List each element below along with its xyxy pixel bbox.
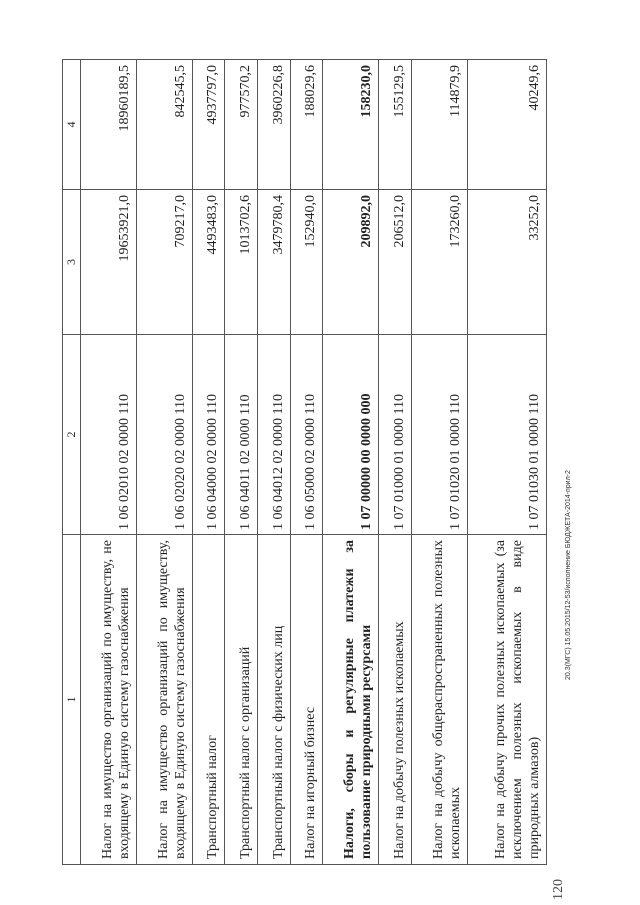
row-name: Налог на имущество организаций по имуществу, не входящему в Единую систему газоснабжения xyxy=(81,535,137,865)
column-header-1: 1 xyxy=(63,535,81,865)
row-name: Налог на игорный бизнес xyxy=(290,535,323,865)
row-code: 1 07 01030 01 0000 110 xyxy=(467,335,546,535)
row-name: Транспортный налог с физических лиц xyxy=(258,535,291,865)
row-value-col3: 173260,0 xyxy=(412,190,468,335)
row-code: 1 06 02010 02 0000 110 xyxy=(81,335,137,535)
row-value-col4: 4937797,0 xyxy=(192,60,225,190)
table-row xyxy=(412,60,468,865)
row-code: 1 06 02020 02 0000 110 xyxy=(136,335,192,535)
row-code: 1 07 01000 01 0000 110 xyxy=(379,335,412,535)
row-code: 1 06 04012 02 0000 110 xyxy=(258,335,291,535)
row-value-col3: 3479780,4 xyxy=(258,190,291,335)
row-value-col3: 209892,0 xyxy=(323,190,379,335)
budget-table xyxy=(62,59,547,865)
page-number: 120 xyxy=(551,879,566,900)
row-value-col4: 40249,6 xyxy=(467,60,546,190)
row-value-col3: 206512,0 xyxy=(379,190,412,335)
row-value-col4: 18960189,5 xyxy=(81,60,137,190)
row-value-col4: 158230,0 xyxy=(323,60,379,190)
table-row xyxy=(379,60,412,865)
column-header-3: 3 xyxy=(63,190,81,335)
column-header-4: 4 xyxy=(63,60,81,190)
row-value-col4: 3960226,8 xyxy=(258,60,291,190)
header-row xyxy=(63,60,81,865)
row-name: Налог на имущество организаций по имуществу, входящему в Единую систему газоснабжения xyxy=(136,535,192,865)
row-value-col3: 1013702,6 xyxy=(225,190,258,335)
table-row xyxy=(136,60,192,865)
table-row xyxy=(225,60,258,865)
row-value-col3: 709217,0 xyxy=(136,190,192,335)
row-name: Налог на добычу общераспространенных полезных ископаемых xyxy=(412,535,468,865)
column-header-2: 2 xyxy=(63,335,81,535)
row-name: Транспортный налог с организаций xyxy=(225,535,258,865)
table-row xyxy=(323,60,379,865)
table-row xyxy=(192,60,225,865)
row-name: Налоги, сборы и регулярные платежи за пользование природными ресурсами xyxy=(323,535,379,865)
row-code: 1 06 04011 02 0000 110 xyxy=(225,335,258,535)
row-value-col4: 842545,5 xyxy=(136,60,192,190)
row-code: 1 07 01020 01 0000 110 xyxy=(412,335,468,535)
document-stamp: 20.3(МГС) 15.05.2015/12-53/исполнение БЮДЖЕТА-2014-прил-2 xyxy=(565,470,572,680)
table-row xyxy=(290,60,323,865)
row-value-col3: 19653921,0 xyxy=(81,190,137,335)
row-value-col3: 152940,0 xyxy=(290,190,323,335)
row-value-col4: 977570,2 xyxy=(225,60,258,190)
row-code: 1 07 00000 00 0000 000 xyxy=(323,335,379,535)
table-row xyxy=(467,60,546,865)
row-code: 1 06 05000 02 0000 110 xyxy=(290,335,323,535)
row-value-col4: 188029,6 xyxy=(290,60,323,190)
row-value-col3: 4493483,0 xyxy=(192,190,225,335)
row-value-col4: 114879,9 xyxy=(412,60,468,190)
rotated-table-container xyxy=(62,60,547,865)
row-name: Транспортный налог xyxy=(192,535,225,865)
row-value-col4: 155129,5 xyxy=(379,60,412,190)
table-row xyxy=(81,60,137,865)
row-value-col3: 33252,0 xyxy=(467,190,546,335)
table-row xyxy=(258,60,291,865)
row-name: Налог на добычу полезных ископаемых xyxy=(379,535,412,865)
row-name: Налог на добычу прочих полезных ископаемых (за исключением полезных ископаемых в виде природных алмазов) xyxy=(467,535,546,865)
row-code: 1 06 04000 02 0000 110 xyxy=(192,335,225,535)
